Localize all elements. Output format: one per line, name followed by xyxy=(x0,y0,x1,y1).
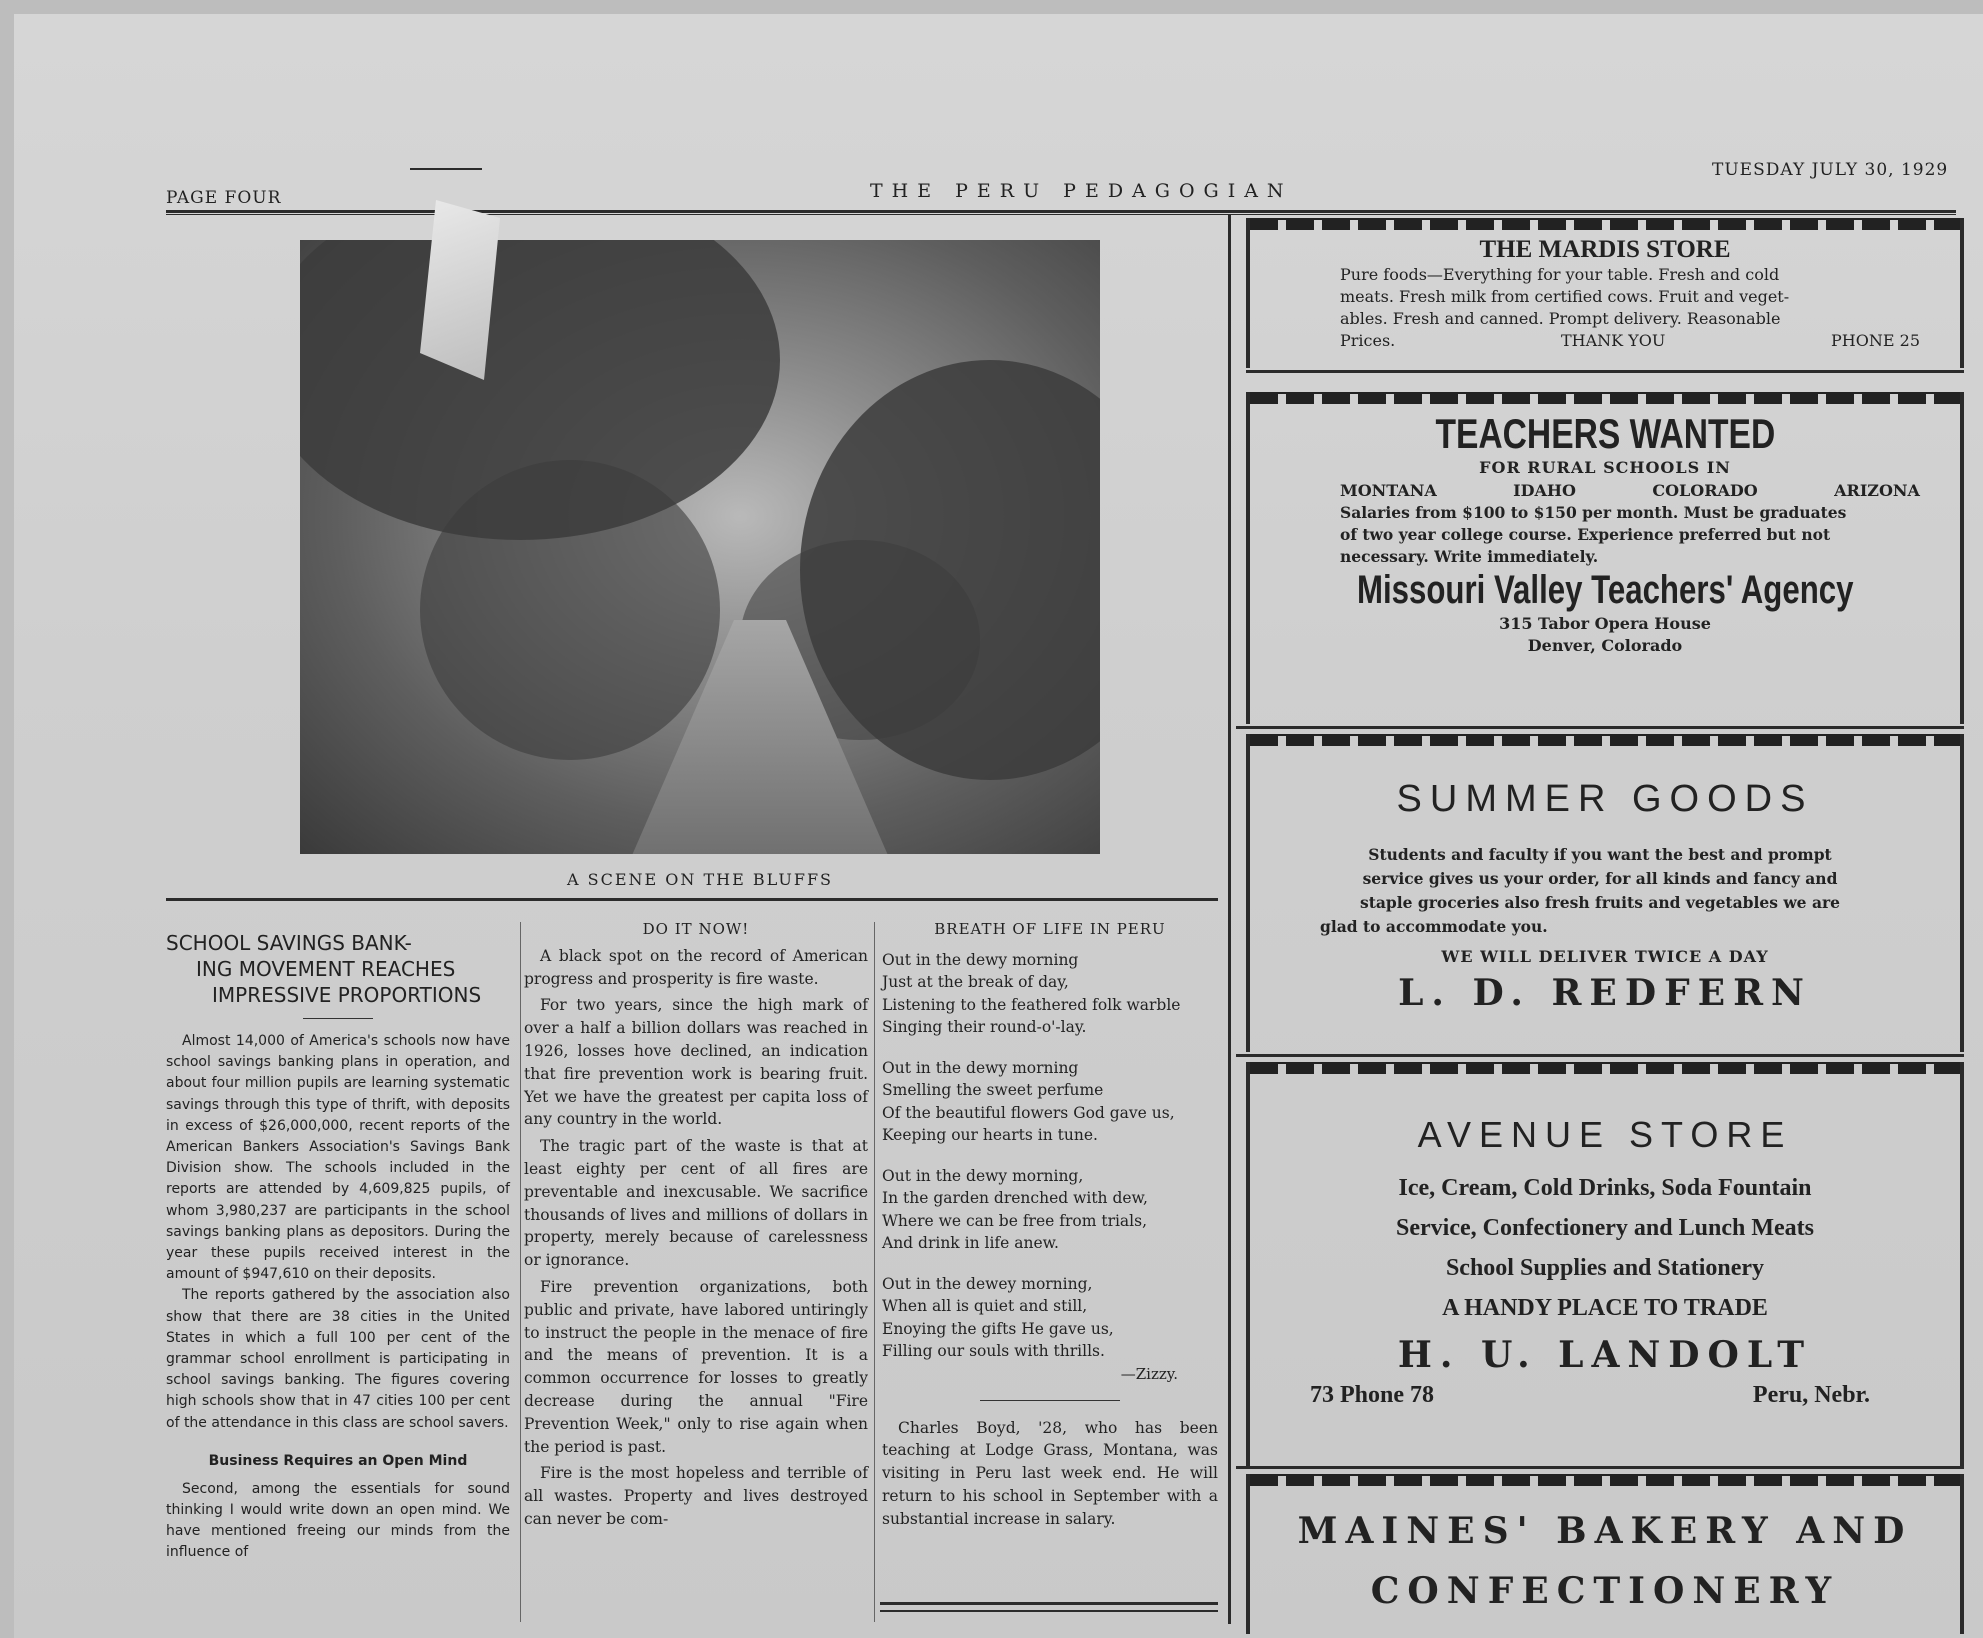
poem-stanza-3: Out in the dewy morning, In the garden drenched with dew, Where we can be free from trials, And drink in life anew. xyxy=(882,1166,1148,1253)
headline-divider xyxy=(303,1018,373,1019)
ad-separator-2 xyxy=(1236,726,1964,729)
fire-paragraph-5: Fire is the most hopeless and terrible of all wastes. Property and lives destroyed can never be com- xyxy=(524,1464,868,1528)
column-rule-main xyxy=(1228,214,1231,1624)
mardis-line-3: ables. Fresh and canned. Prompt delivery. Reasonable xyxy=(1340,309,1781,328)
teachers-line-3: necessary. Write immediately. xyxy=(1340,547,1599,566)
ad-border-top xyxy=(1250,218,1960,230)
article-school-savings xyxy=(166,930,510,1563)
summer-line-2: service gives us your order, for all kinds and fancy and xyxy=(1362,869,1838,888)
ad-separator-4 xyxy=(1236,1466,1964,1469)
teachers-line-2: of two year college course. Experience preferred but not xyxy=(1340,525,1831,544)
column-rule-1 xyxy=(520,922,521,1622)
avenue-owner: H. U. LANDOLT xyxy=(1397,1334,1813,1376)
page-label: PAGE FOUR xyxy=(166,188,282,208)
teachers-states: MONTANA IDAHO COLORADO ARIZONA xyxy=(1340,481,1920,500)
mardis-line-2: meats. Fresh milk from certified cows. Fruit and veget- xyxy=(1340,287,1790,306)
masthead-stub-rule xyxy=(410,168,482,170)
summer-line-4: glad to accommodate you. xyxy=(1320,917,1548,936)
poem-signature: —Zizzy. xyxy=(1120,1364,1178,1383)
avenue-line-2: Service, Confectionery and Lunch Meats xyxy=(1396,1215,1814,1241)
section-rule xyxy=(166,898,1218,901)
summer-goods-headline: SUMMER GOODS xyxy=(1396,778,1814,820)
maines-line-2: CONFECTIONERY xyxy=(1370,1570,1840,1612)
article-breath-of-life xyxy=(882,918,1218,1531)
business-paragraph: Second, among the essentials for sound thinking I would write down an open mind. We have mentioned freeing our minds from the influence of xyxy=(166,1480,510,1561)
teachers-line-1: Salaries from $100 to $150 per month. Must be graduates xyxy=(1340,503,1847,522)
teachers-agency-name: Missouri Valley Teachers' Agency xyxy=(1356,568,1854,612)
ad-border-top xyxy=(1250,1062,1960,1074)
avenue-store-headline: AVENUE STORE xyxy=(1417,1114,1793,1155)
summer-delivery: WE WILL DELIVER TWICE A DAY xyxy=(1441,947,1769,966)
savings-paragraph-1: Almost 14,000 of America's schools now have school savings banking plans in operation, and about four million pupils are learning systematic savings through this type of thrift, with deposits in excess of $26,000,000, recent reports of the American Bankers Association's Savings Bank Division show. The schools included in the reports are attended by 4,609,825 pupils, of whom 3,980,237 are participants in the school savings banking plans as depositors. During the year these pupils received interest in the amount of $947,610 on their deposits. xyxy=(166,1033,510,1283)
mardis-thanks: THANK YOU xyxy=(1560,331,1666,350)
charles-boyd-note: Charles Boyd, '28, who has been teaching at Lodge Grass, Montana, was visiting in Peru last week end. He will return to his school in September with a substantial increase in salary. xyxy=(882,1418,1218,1528)
mardis-store-name: THE MARDIS STORE xyxy=(1479,236,1731,263)
fire-paragraph-4: Fire prevention organizations, both public and private, have labored untiringly to instruct the people in the menace of fire and the means of prevention. It is a common occurrence for losses to greatly decrease during the annual "Fire Prevention Week," only to rise again when the period is past. xyxy=(524,1277,868,1456)
business-subhead: Business Requires an Open Mind xyxy=(208,1452,468,1469)
mardis-line-1: Pure foods—Everything for your table. Fresh and cold xyxy=(1340,265,1780,284)
avenue-line-1: Ice, Cream, Cold Drinks, Soda Fountain xyxy=(1398,1175,1812,1201)
summer-line-1: Students and faculty if you want the best and prompt xyxy=(1368,845,1832,864)
bluffs-photo xyxy=(300,240,1100,854)
poem-stanza-1: Out in the dewy morning Just at the break of day, Listening to the feathered folk warble Singing their round-o'-lay. xyxy=(882,950,1181,1037)
teachers-headline: TEACHERS WANTED xyxy=(1435,410,1775,457)
headline-line-3: IMPRESSIVE PROPORTIONS xyxy=(212,983,482,1007)
poem-stanza-4: Out in the dewey morning, When all is quiet and still, Enoying the gifts He gave us, Filling our souls with thrills. xyxy=(882,1274,1114,1361)
ad-separator-1 xyxy=(1246,370,1964,373)
ad-separator-3 xyxy=(1236,1054,1964,1057)
ad-teachers-wanted xyxy=(1246,392,1964,724)
ad-border-top xyxy=(1250,392,1960,404)
column-3-bottom-rule-2 xyxy=(880,1610,1218,1612)
summer-line-3: staple groceries also fresh fruits and vegetables we are xyxy=(1359,893,1841,912)
poem-stanza-2: Out in the dewy morning Smelling the sweet perfume Of the beautiful flowers God gave us, Keeping our hearts in tune. xyxy=(882,1058,1175,1145)
avenue-line-3: School Supplies and Stationery xyxy=(1445,1255,1765,1281)
paper-title: THE PERU PEDAGOGIAN xyxy=(870,180,1293,202)
fire-paragraph-2: For two years, since the high mark of over a half a billion dollars was reached in 1926, losses hove declined, an indication that fire prevention work is bearing fruit. Yet we have the greatest per capita loss of any country in the world. xyxy=(524,996,868,1129)
ad-avenue-store xyxy=(1246,1062,1964,1468)
ad-border-top xyxy=(1250,1474,1960,1486)
savings-paragraph-2: The reports gathered by the association also show that there are 38 cities in the United States in which a full 100 per cent of the grammar school enrollment is participating in school savings banking. The figures covering high schools show that in 47 cities 100 per cent of the attendance in this class are school savers. xyxy=(166,1287,510,1431)
header-rule xyxy=(166,210,1956,213)
teachers-address-2: Denver, Colorado xyxy=(1527,636,1683,655)
mardis-phone: PHONE 25 xyxy=(1831,331,1920,350)
maines-line-1: MAINES' BAKERY AND xyxy=(1297,1510,1913,1552)
article-do-it-now xyxy=(524,918,868,1531)
ad-border-top xyxy=(1250,734,1960,746)
avenue-phone: 73 Phone 78 xyxy=(1310,1382,1435,1408)
teachers-subheading: FOR RURAL SCHOOLS IN xyxy=(1479,458,1731,477)
mardis-prices: Prices. xyxy=(1340,331,1396,350)
avenue-place: Peru, Nebr. xyxy=(1752,1382,1870,1408)
column-rule-2 xyxy=(874,922,875,1622)
column-3-bottom-rule xyxy=(880,1602,1218,1605)
poem-divider xyxy=(980,1400,1120,1401)
ad-maines-bakery xyxy=(1246,1474,1964,1634)
do-it-now-heading: DO IT NOW! xyxy=(642,920,750,938)
issue-date: TUESDAY JULY 30, 1929 xyxy=(1712,160,1949,180)
ad-mardis-store xyxy=(1246,218,1964,368)
avenue-line-4: A HANDY PLACE TO TRADE xyxy=(1442,1295,1768,1321)
teachers-address-1: 315 Tabor Opera House xyxy=(1499,614,1711,633)
breath-of-life-heading: BREATH OF LIFE IN PERU xyxy=(934,920,1166,938)
summer-owner: L. D. REDFERN xyxy=(1398,972,1812,1014)
fire-paragraph-3: The tragic part of the waste is that at least eighty per cent of all fires are preventable and inexcusable. We sacrifice thousands of lives and millions of dollars in property, merely because of carelessness or ignorance. xyxy=(524,1137,868,1270)
fire-paragraph-1: A black spot on the record of American progress and prosperity is fire waste. xyxy=(524,946,868,988)
headline-line-2: ING MOVEMENT REACHES xyxy=(196,957,456,981)
photo-caption: A SCENE ON THE BLUFFS xyxy=(566,870,834,889)
ad-summer-goods xyxy=(1246,734,1964,1052)
headline-line-1: SCHOOL SAVINGS BANK- xyxy=(166,931,412,955)
